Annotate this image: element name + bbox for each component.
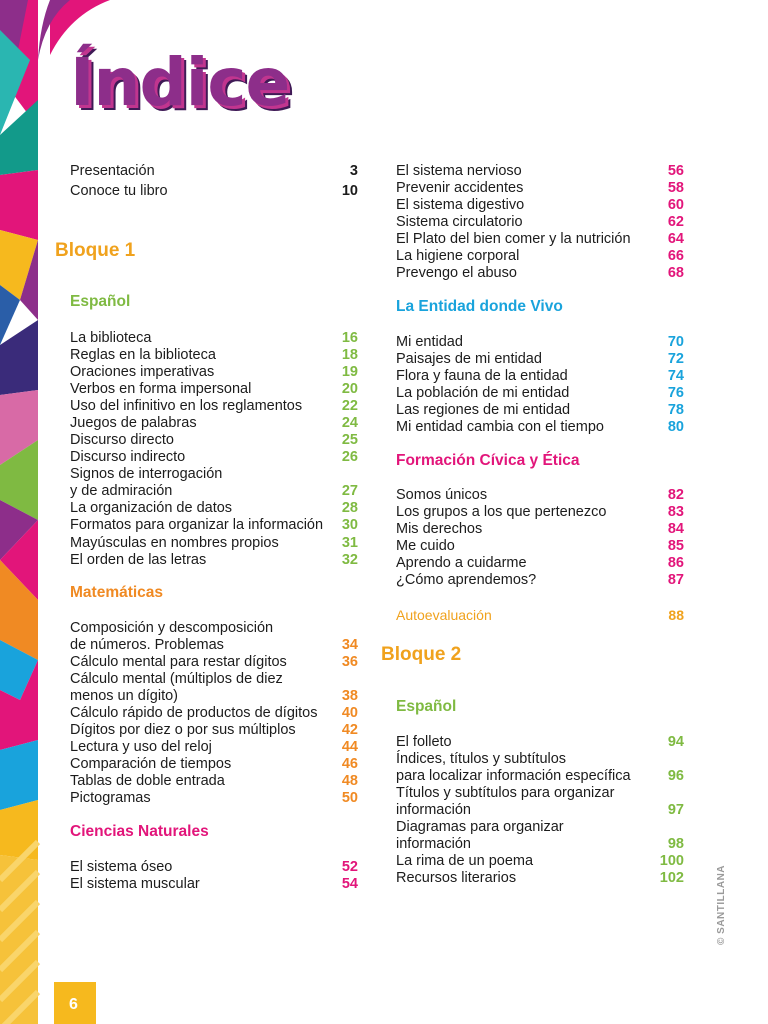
toc-entry[interactable] [70, 654, 358, 671]
entry-page: 44 [341, 739, 358, 755]
toc-entry[interactable] [396, 487, 684, 504]
toc-entry[interactable] [396, 402, 684, 419]
entry-title: El sistema muscular [70, 876, 200, 892]
toc-entry[interactable] [70, 398, 358, 415]
entry-title: Lectura y uso del reloj [70, 739, 212, 755]
entry-title-line-1: Diagramas para organizar [396, 819, 564, 835]
bloque-2-heading: Bloque 2 [381, 644, 462, 665]
entry-page: 40 [341, 705, 358, 721]
entry-title: La biblioteca [70, 330, 152, 346]
entry-page: 3 [349, 163, 358, 179]
entry-page: 66 [667, 248, 684, 264]
toc-entry[interactable] [70, 517, 358, 534]
toc-entry[interactable] [70, 773, 358, 790]
page-number-box [54, 982, 96, 1024]
toc-entry[interactable] [396, 853, 684, 870]
toc-entry-autoevaluacion[interactable] [396, 607, 684, 624]
toc-entry[interactable] [396, 265, 684, 282]
entry-title-line-2: información [396, 836, 471, 852]
entry-title: Cálculo rápido de productos de dígitos [70, 705, 318, 721]
toc-entry[interactable] [70, 364, 358, 381]
entry-page: 28 [341, 500, 358, 516]
toc-entry[interactable] [70, 415, 358, 432]
toc-entry[interactable] [70, 381, 358, 398]
toc-entry[interactable] [70, 859, 358, 876]
entry-title: Los grupos a los que pertenezco [396, 504, 607, 520]
toc-entry[interactable] [70, 432, 358, 449]
entry-title: Uso del infinitivo en los reglamentos [70, 398, 303, 414]
toc-entry[interactable] [396, 248, 684, 265]
section-heading-matematicas: Matemáticas [70, 584, 164, 601]
toc-entry[interactable] [70, 449, 358, 466]
entry-title: Discurso directo [70, 432, 174, 448]
toc-entry[interactable] [70, 500, 358, 517]
bloque-1-heading: Bloque 1 [55, 240, 136, 261]
entry-title-line-2: para localizar información específica [396, 768, 631, 784]
entry-title: Flora y fauna de la entidad [396, 368, 568, 384]
entry-title: La rima de un poema [396, 853, 534, 869]
entry-page: 96 [667, 768, 684, 784]
entry-page: 10 [341, 183, 358, 199]
entry-title-line-1: Composición y descomposición [70, 620, 274, 636]
entry-page: 58 [667, 180, 684, 196]
toc-entry[interactable] [396, 419, 684, 436]
toc-entry[interactable] [396, 819, 684, 853]
entry-page: 68 [667, 265, 684, 281]
toc-entry[interactable] [70, 535, 358, 552]
entry-page: 19 [341, 364, 358, 380]
section-heading-espanol-bloque-2: Español [396, 698, 457, 715]
entry-page: 26 [341, 449, 358, 465]
entry-page: 87 [667, 572, 684, 588]
toc-entry[interactable] [396, 751, 684, 785]
entry-page: 27 [341, 483, 358, 499]
entry-title: Paisajes de mi entidad [396, 351, 542, 367]
entry-page: 56 [667, 163, 684, 179]
entry-page: 64 [667, 231, 684, 247]
toc-entry[interactable] [396, 180, 684, 197]
entry-title: El sistema nervioso [396, 163, 522, 179]
entry-title: Tablas de doble entrada [70, 773, 225, 789]
copyright-notice: © SANTILLANA [716, 864, 727, 945]
entry-page: 46 [341, 756, 358, 772]
entry-title-line-1: Cálculo mental (múltiplos de diez [70, 671, 283, 687]
entry-page: 22 [341, 398, 358, 414]
entry-title: ¿Cómo aprendemos? [396, 572, 537, 588]
entry-page: 62 [667, 214, 684, 230]
entry-page: 24 [341, 415, 358, 431]
entry-title-line-1: Títulos y subtítulos para organizar [396, 785, 615, 801]
entry-title: Formatos para organizar la información [70, 517, 324, 533]
entry-page: 48 [341, 773, 358, 789]
entry-title: Recursos literarios [396, 870, 517, 886]
entry-page: 102 [659, 870, 684, 886]
entry-page: 25 [341, 432, 358, 448]
entry-title: Autoevaluación [396, 607, 492, 623]
entry-page: 30 [341, 517, 358, 533]
entry-title: Pictogramas [70, 790, 151, 806]
entry-title: Presentación [70, 163, 155, 179]
entry-page: 72 [667, 351, 684, 367]
page-number: 6 [69, 996, 78, 1013]
entry-title: Comparación de tiempos [70, 756, 232, 772]
toc-entry[interactable] [396, 870, 684, 887]
entry-title: Conoce tu libro [70, 183, 168, 199]
entry-title: Aprendo a cuidarme [396, 555, 527, 571]
toc-entry-conoce-tu-libro[interactable] [70, 183, 358, 200]
entry-title: Prevengo el abuso [396, 265, 517, 281]
section-heading-formacion-civica: Formación Cívica y Ética [396, 452, 580, 469]
toc-entry-presentacion[interactable] [70, 163, 358, 180]
toc-entry[interactable] [70, 739, 358, 756]
entry-page: 60 [667, 197, 684, 213]
entry-page: 18 [341, 347, 358, 363]
section-heading-entidad: La Entidad donde Vivo [396, 298, 563, 315]
entry-title: Juegos de palabras [70, 415, 197, 431]
entry-page: 88 [668, 607, 684, 623]
entry-title: Me cuido [396, 538, 455, 554]
toc-entry[interactable] [396, 214, 684, 231]
entry-page: 86 [667, 555, 684, 571]
toc-entry[interactable] [396, 538, 684, 555]
toc-entry[interactable] [70, 705, 358, 722]
entry-title: Mi entidad [396, 334, 463, 350]
entry-page: 78 [667, 402, 684, 418]
entry-title: Dígitos por diez o por sus múltiplos [70, 722, 296, 738]
entry-page: 97 [667, 802, 684, 818]
entry-title: El sistema óseo [70, 859, 173, 875]
entry-page: 76 [667, 385, 684, 401]
entry-page: 50 [341, 790, 358, 806]
entry-title: La higiene corporal [396, 248, 520, 264]
toc-entry[interactable] [70, 620, 358, 654]
entry-page: 80 [667, 419, 684, 435]
entry-page: 84 [667, 521, 684, 537]
toc-entry[interactable] [70, 347, 358, 364]
entry-title: El orden de las letras [70, 552, 207, 568]
entry-page: 70 [667, 334, 684, 350]
toc-entry[interactable] [70, 671, 358, 705]
toc-entry[interactable] [70, 756, 358, 773]
entry-title: Mis derechos [396, 521, 483, 537]
toc-entry[interactable] [396, 351, 684, 368]
entry-title-line-1: Índices, títulos y subtítulos [396, 751, 567, 767]
entry-title: El folleto [396, 734, 452, 750]
entry-page: 85 [667, 538, 684, 554]
section-heading-ciencias-naturales: Ciencias Naturales [70, 823, 209, 840]
toc-entry[interactable] [396, 163, 684, 180]
toc-entry[interactable] [70, 552, 358, 569]
toc-entry[interactable] [70, 790, 358, 807]
entry-title: Mi entidad cambia con el tiempo [396, 419, 604, 435]
entry-page: 32 [341, 552, 358, 568]
toc-entry[interactable] [396, 521, 684, 538]
entry-title: Somos únicos [396, 487, 488, 503]
entry-title: Prevenir accidentes [396, 180, 524, 196]
entry-page: 94 [667, 734, 684, 750]
entry-title-line-2: de números. Problemas [70, 637, 224, 653]
toc-entry[interactable] [396, 555, 684, 572]
entry-title: La organización de datos [70, 500, 233, 516]
entry-page: 34 [341, 637, 358, 653]
toc-entry[interactable] [70, 722, 358, 739]
entry-title: Las regiones de mi entidad [396, 402, 571, 418]
toc-entry[interactable] [396, 334, 684, 351]
toc-entry[interactable] [396, 368, 684, 385]
entry-page: 31 [341, 535, 358, 551]
entry-page: 16 [341, 330, 358, 346]
entry-page: 83 [667, 504, 684, 520]
toc-entry[interactable] [396, 734, 684, 751]
entry-title: El sistema digestivo [396, 197, 525, 213]
toc-entry[interactable] [396, 197, 684, 214]
entry-title-line-1: Signos de interrogación [70, 466, 223, 482]
entry-title: El Plato del bien comer y la nutrición [396, 231, 631, 247]
entry-page: 52 [341, 859, 358, 875]
entry-title: Sistema circulatorio [396, 214, 523, 230]
entry-title-line-2: información [396, 802, 471, 818]
entry-title-line-2: y de admiración [70, 483, 173, 499]
entry-title-line-2: menos un dígito) [70, 688, 179, 704]
entry-page: 36 [341, 654, 358, 670]
entry-title: Reglas en la biblioteca [70, 347, 216, 363]
page-title: Índice [70, 44, 290, 121]
entry-title: Discurso indirecto [70, 449, 186, 465]
entry-page: 42 [341, 722, 358, 738]
entry-title: Cálculo mental para restar dígitos [70, 654, 287, 670]
toc-entry[interactable] [396, 385, 684, 402]
toc-entry[interactable] [396, 785, 684, 819]
entry-page: 54 [341, 876, 358, 892]
entry-title: La población de mi entidad [396, 385, 570, 401]
entry-page: 82 [667, 487, 684, 503]
toc-entry[interactable] [396, 572, 684, 589]
toc-entry[interactable] [70, 330, 358, 347]
entry-page: 74 [667, 368, 684, 384]
toc-entry[interactable] [70, 876, 358, 893]
toc-entry[interactable] [70, 466, 358, 500]
entry-page: 38 [341, 688, 358, 704]
toc-entry[interactable] [396, 231, 684, 248]
entry-page: 20 [341, 381, 358, 397]
entry-title: Oraciones imperativas [70, 364, 215, 380]
entry-title: Verbos en forma impersonal [70, 381, 252, 397]
toc-entry[interactable] [396, 504, 684, 521]
entry-page: 100 [659, 853, 684, 869]
section-heading-espanol: Español [70, 293, 131, 310]
entry-title: Mayúsculas en nombres propios [70, 535, 279, 551]
entry-page: 98 [667, 836, 684, 852]
